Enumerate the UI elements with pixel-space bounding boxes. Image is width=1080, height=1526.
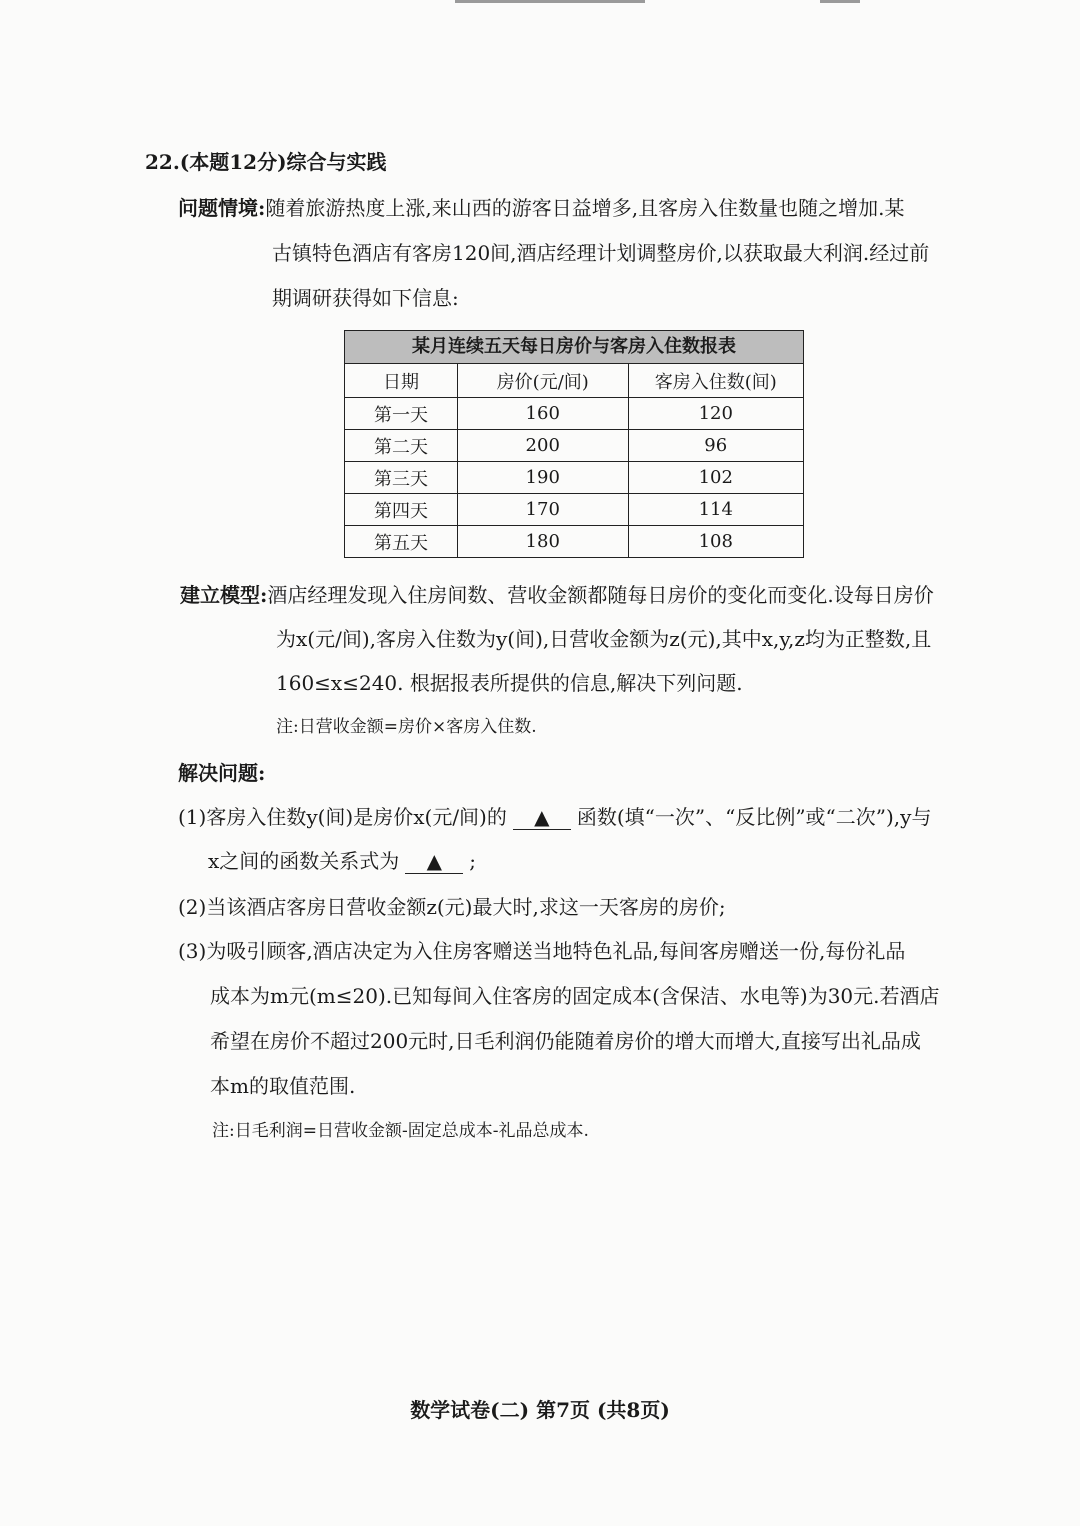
cell-occupancy: 114 — [628, 494, 804, 526]
context-line-3: 期调研获得如下信息: — [272, 286, 459, 310]
q1-text-c: x之间的函数关系式为 — [208, 849, 400, 873]
page-footer: 数学试卷(二) 第7页 (共8页) — [410, 1398, 670, 1422]
q3-line-2: 成本为m元(m≤20).已知每间入住客房的固定成本(含保洁、水电等)为30元.若酒店 — [210, 984, 940, 1008]
cell-price: 160 — [457, 398, 628, 430]
scan-edge-mark — [455, 0, 645, 3]
table-row — [345, 430, 804, 462]
cell-occupancy: 96 — [628, 430, 804, 462]
q2-line: (2)当该酒店客房日营收金额z(元)最大时,求这一天客房的房价; — [178, 895, 726, 919]
question-header — [145, 147, 387, 177]
table-header-row — [345, 364, 804, 398]
table-row — [345, 398, 804, 430]
answer-blank-1: ▲ — [513, 805, 571, 830]
model-label: 建立模型: — [180, 583, 268, 607]
model-text-1: 酒店经理发现入住房间数、营收金额都随每日房价的变化而变化.设每日房价 — [267, 583, 934, 607]
table-body — [344, 363, 804, 558]
question-number-title: 22.(本题12分)综合与实践 — [145, 150, 387, 174]
answer-blank-2: ▲ — [405, 849, 463, 874]
cell-date: 第五天 — [345, 526, 458, 558]
table-title: 某月连续五天每日房价与客房入住数报表 — [344, 330, 804, 363]
cell-price: 200 — [457, 430, 628, 462]
room-data-table — [344, 330, 804, 558]
model-line-1 — [180, 580, 934, 610]
solve-label: 解决问题: — [178, 761, 266, 785]
cell-date: 第四天 — [345, 494, 458, 526]
model-note: 注:日营收金额=房价×客房入住数. — [276, 717, 537, 737]
q1-line-2 — [208, 846, 476, 876]
q3-line-4: 本m的取值范围. — [210, 1074, 356, 1098]
scan-edge-mark — [820, 0, 860, 3]
cell-occupancy: 120 — [628, 398, 804, 430]
table-row — [345, 494, 804, 526]
cell-price: 180 — [457, 526, 628, 558]
cell-price: 170 — [457, 494, 628, 526]
header-price: 房价(元/间) — [457, 364, 628, 398]
q3-line-1: (3)为吸引顾客,酒店决定为入住房客赠送当地特色礼品,每间客房赠送一份,每份礼品 — [178, 939, 906, 963]
model-line-2: 为x(元/间),客房入住数为y(间),日营收金额为z(元),其中x,y,z均为正整数,且 — [276, 627, 932, 651]
table-row — [345, 526, 804, 558]
cell-date: 第一天 — [345, 398, 458, 430]
q3-line-3: 希望在房价不超过200元时,日毛利润仍能随着房价的增大而增大,直接写出礼品成 — [210, 1029, 921, 1053]
cell-occupancy: 102 — [628, 462, 804, 494]
cell-price: 190 — [457, 462, 628, 494]
q1-text-a: (1)客房入住数y(间)是房价x(元/间)的 — [178, 805, 507, 829]
q3-note: 注:日毛利润=日营收金额-固定总成本-礼品总成本. — [212, 1121, 589, 1141]
context-text-1: 随着旅游热度上涨,来山西的游客日益增多,且客房入住数量也随之增加.某 — [265, 196, 905, 220]
q1-text-b: 函数(填“一次”、“反比例”或“二次”),y与 — [576, 805, 932, 829]
context-line-2: 古镇特色酒店有客房120间,酒店经理计划调整房价,以获取最大利润.经过前 — [272, 241, 930, 265]
cell-date: 第三天 — [345, 462, 458, 494]
table-row — [345, 462, 804, 494]
context-line-1 — [178, 193, 904, 223]
q1-line-1 — [178, 802, 931, 832]
cell-date: 第二天 — [345, 430, 458, 462]
header-occupancy: 客房入住数(间) — [628, 364, 804, 398]
cell-occupancy: 108 — [628, 526, 804, 558]
context-label: 问题情境: — [178, 196, 266, 220]
q1-end: ; — [469, 849, 477, 873]
header-date: 日期 — [345, 364, 458, 398]
model-line-3: 160≤x≤240. 根据报表所提供的信息,解决下列问题. — [276, 671, 743, 695]
